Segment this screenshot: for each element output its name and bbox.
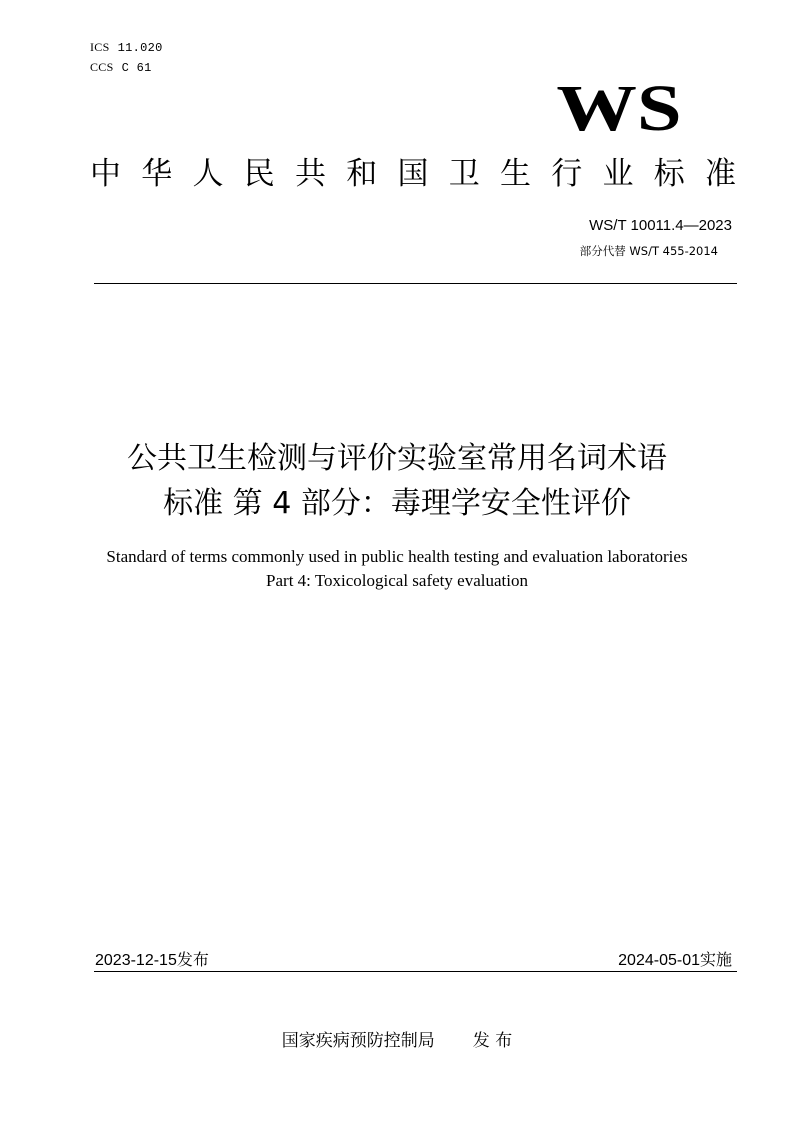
standard-number: WS/T 10011.4—2023: [589, 217, 732, 234]
standard-category-char: 行: [551, 156, 583, 192]
standard-category-char: 中: [90, 156, 121, 192]
replaces-note: 部分代替 WS/T 455-2014: [579, 244, 718, 258]
ccs-label: CCS: [90, 60, 114, 74]
standard-category-char: 和: [346, 156, 378, 192]
header-divider: [94, 283, 737, 284]
issuer-action: 发 布: [472, 1031, 513, 1051]
standard-category-title: [90, 154, 736, 194]
ccs-classification: [90, 60, 152, 75]
standard-category-char: 民: [243, 156, 275, 192]
document-title-cn-line2: 标准 第 4 部分：毒理学安全性评价: [163, 486, 631, 521]
document-title-en-line2: Part 4: Toxicological safety evaluation: [266, 571, 528, 590]
issuer-organization: 国家疾病预防控制局: [281, 1031, 435, 1051]
standard-category-char: 共: [295, 156, 326, 192]
standard-category-char: 卫: [448, 156, 480, 192]
standard-category-char: 业: [602, 156, 634, 192]
implementation-date: 2024-05-01实施: [618, 952, 732, 969]
ccs-code: C 61: [121, 61, 152, 75]
ics-classification: [90, 40, 163, 55]
footer-divider: [94, 971, 737, 972]
ics-code: 11.020: [117, 41, 163, 55]
document-title-cn-line1: 公共卫生检测与评价实验室常用名词术语: [127, 441, 667, 476]
standard-category-char: 国: [397, 156, 429, 192]
standard-category-char: 华: [141, 156, 173, 192]
ws-logo: WS: [556, 72, 682, 145]
ics-label: ICS: [90, 40, 110, 54]
document-title-en-line1: Standard of terms commonly used in public health testing and evaluation laboratories: [106, 547, 688, 566]
standard-category-char: 生: [500, 156, 531, 192]
standard-category-char: 人: [192, 156, 224, 192]
standard-category-char: 准: [705, 156, 736, 192]
standard-category-char: 标: [653, 156, 685, 192]
issuer: [0, 1026, 794, 1051]
issue-date: 2023-12-15发布: [95, 952, 209, 969]
